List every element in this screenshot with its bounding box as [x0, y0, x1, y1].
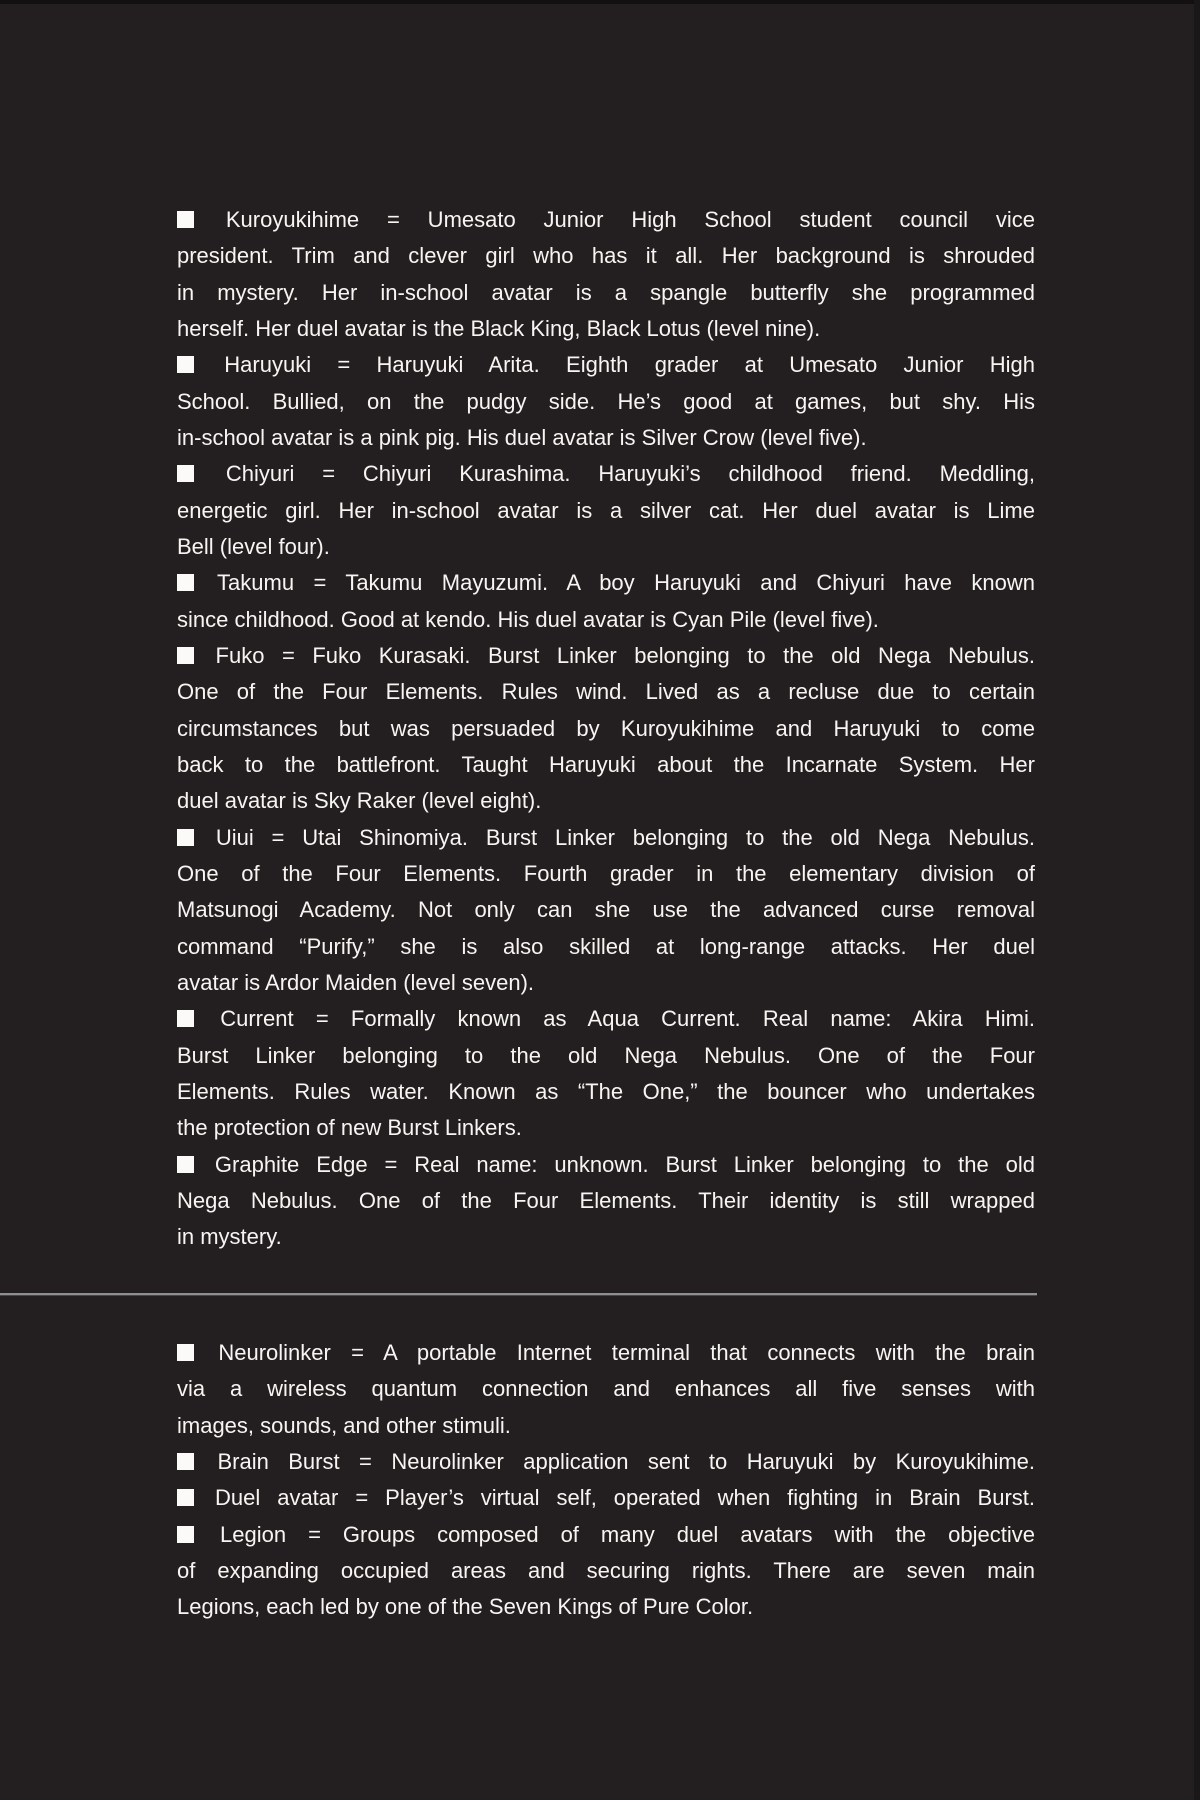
- glossary-text: One of the Four Elements. Rules wind. Lived as a recluse due to certain: [177, 679, 1035, 705]
- text-line: [177, 1183, 1035, 1219]
- glossary-entry-fuko: [177, 638, 1035, 820]
- glossary-section-characters: [177, 202, 1035, 1256]
- glossary-text: School. Bullied, on the pudgy side. He’s good at games, but shy. His: [177, 388, 1035, 414]
- bullet-square-icon: [177, 211, 194, 228]
- text-line: [177, 1219, 1035, 1255]
- text-line: [177, 347, 1035, 383]
- bullet-square-icon: [177, 647, 194, 664]
- text-line: [177, 929, 1035, 965]
- glossary-text: images, sounds, and other stimuli.: [177, 1412, 511, 1438]
- text-line: [177, 783, 1035, 819]
- bullet-square-icon: [177, 1010, 194, 1027]
- glossary-text: Uiui = Utai Shinomiya. Burst Linker belonging to the old Nega Nebulus.: [215, 824, 1035, 850]
- glossary-text: since childhood. Good at kendo. His duel avatar is Cyan Pile (level five).: [177, 606, 879, 632]
- glossary-text: in mystery. Her in-school avatar is a spangle butterfly she programmed: [177, 279, 1035, 305]
- glossary-text: circumstances but was persuaded by Kuroyukihime and Haruyuki to come: [177, 715, 1035, 741]
- text-line: [177, 238, 1035, 274]
- glossary-text: Haruyuki = Haruyuki Arita. Eighth grader at Umesato Junior High: [224, 352, 1035, 378]
- glossary-text: Matsunogi Academy. Not only can she use the advanced curse removal: [177, 897, 1035, 923]
- glossary-text: Duel avatar = Player’s virtual self, operated when fighting in Brain Burst.: [214, 1485, 1035, 1511]
- glossary-text: avatar is Ardor Maiden (level seven).: [177, 969, 535, 995]
- text-line: [177, 602, 1035, 638]
- text-line: [177, 747, 1035, 783]
- glossary-text: One of the Four Elements. Fourth grader in the elementary division of: [177, 860, 1035, 886]
- glossary-text: the protection of new Burst Linkers.: [177, 1115, 522, 1141]
- text-line: [177, 456, 1035, 492]
- text-line: [177, 1335, 1035, 1371]
- glossary-text: in-school avatar is a pink pig. His duel avatar is Silver Crow (level five).: [177, 424, 867, 450]
- glossary-entry-kuroyukihime: [177, 202, 1035, 347]
- text-line: [177, 1110, 1035, 1146]
- glossary-text: Elements. Rules water. Known as “The One,” the bouncer who undertakes: [177, 1078, 1035, 1104]
- section-divider: [0, 1293, 1037, 1296]
- text-line: [177, 1517, 1035, 1553]
- text-line: [177, 311, 1035, 347]
- text-line: [177, 384, 1035, 420]
- glossary-entry-takumu: [177, 565, 1035, 638]
- text-line: [177, 674, 1035, 710]
- text-line: [177, 493, 1035, 529]
- bullet-square-icon: [177, 1489, 194, 1506]
- text-line: [177, 965, 1035, 1001]
- page-right-edge: [1194, 0, 1200, 1800]
- text-line: [177, 1553, 1035, 1589]
- text-line: [177, 820, 1035, 856]
- glossary-text: Graphite Edge = Real name: unknown. Burst Linker belonging to the old: [214, 1151, 1035, 1177]
- text-line: [177, 892, 1035, 928]
- glossary-text: command “Purify,” she is also skilled at long-range attacks. Her duel: [177, 933, 1035, 959]
- glossary-text: Bell (level four).: [177, 533, 330, 559]
- glossary-entry-uiui: [177, 820, 1035, 1002]
- text-line: [177, 275, 1035, 311]
- text-line: [177, 420, 1035, 456]
- glossary-entry-current: [177, 1001, 1035, 1146]
- glossary-text: Kuroyukihime = Umesato Junior High School student council vice: [225, 207, 1035, 232]
- text-line: [177, 856, 1035, 892]
- glossary-entry-legion: [177, 1517, 1035, 1626]
- text-line: [177, 1444, 1035, 1480]
- text-line: [177, 565, 1035, 601]
- glossary-text: via a wireless quantum connection and enhances all five senses with: [177, 1376, 1035, 1402]
- glossary-text: herself. Her duel avatar is the Black King, Black Lotus (level nine).: [177, 315, 821, 341]
- glossary-text: Nega Nebulus. One of the Four Elements. Their identity is still wrapped: [177, 1187, 1035, 1213]
- glossary-text: back to the battlefront. Taught Haruyuki about the Incarnate System. Her: [177, 751, 1035, 777]
- glossary-text: Current = Formally known as Aqua Current. Real name: Akira Himi.: [220, 1006, 1035, 1032]
- bullet-square-icon: [177, 1344, 194, 1361]
- text-line: [177, 1408, 1035, 1444]
- glossary-text: of expanding occupied areas and securing rights. There are seven main: [177, 1557, 1035, 1583]
- glossary-entry-neurolinker: [177, 1335, 1035, 1444]
- glossary-text: Brain Burst = Neurolinker application sent to Haruyuki by Kuroyukihime.: [217, 1448, 1035, 1474]
- glossary-text: president. Trim and clever girl who has it all. Her background is shrouded: [177, 243, 1035, 269]
- text-line: [177, 202, 1035, 238]
- text-line: [177, 1589, 1035, 1625]
- bullet-square-icon: [177, 465, 194, 482]
- text-line: [177, 1480, 1035, 1516]
- bullet-square-icon: [177, 1453, 194, 1470]
- glossary-entry-duel-avatar: [177, 1480, 1035, 1516]
- glossary-text: Neurolinker = A portable Internet terminal that connects with the brain: [218, 1340, 1035, 1365]
- text-line: [177, 1001, 1035, 1037]
- bullet-square-icon: [177, 1526, 194, 1543]
- glossary-text: in mystery.: [177, 1224, 282, 1250]
- page-top-edge: [0, 0, 1200, 4]
- text-line: [177, 1147, 1035, 1183]
- text-line: [177, 529, 1035, 565]
- glossary-entry-graphite-edge: [177, 1147, 1035, 1256]
- text-line: [177, 638, 1035, 674]
- bullet-square-icon: [177, 829, 194, 846]
- glossary-text: Fuko = Fuko Kurasaki. Burst Linker belonging to the old Nega Nebulus.: [215, 642, 1035, 668]
- text-line: [177, 711, 1035, 747]
- text-line: [177, 1371, 1035, 1407]
- bullet-square-icon: [177, 1156, 194, 1173]
- bullet-square-icon: [177, 356, 194, 373]
- glossary-section-terms: [177, 1335, 1035, 1626]
- glossary-text: Burst Linker belonging to the old Nega Nebulus. One of the Four: [177, 1042, 1035, 1068]
- glossary-text: Legions, each led by one of the Seven Kings of Pure Color.: [177, 1594, 754, 1620]
- text-line: [177, 1074, 1035, 1110]
- glossary-text: Takumu = Takumu Mayuzumi. A boy Haruyuki and Chiyuri have known: [217, 570, 1035, 596]
- glossary-text: Legion = Groups composed of many duel avatars with the objective: [220, 1521, 1035, 1547]
- glossary-entry-chiyuri: [177, 456, 1035, 565]
- glossary-text: Chiyuri = Chiyuri Kurashima. Haruyuki’s childhood friend. Meddling,: [225, 461, 1035, 487]
- glossary-entry-brain-burst: [177, 1444, 1035, 1480]
- glossary-entry-haruyuki: [177, 347, 1035, 456]
- glossary-text: duel avatar is Sky Raker (level eight).: [177, 788, 542, 814]
- text-line: [177, 1038, 1035, 1074]
- glossary-text: energetic girl. Her in-school avatar is a silver cat. Her duel avatar is Lime: [177, 497, 1035, 523]
- bullet-square-icon: [177, 574, 194, 591]
